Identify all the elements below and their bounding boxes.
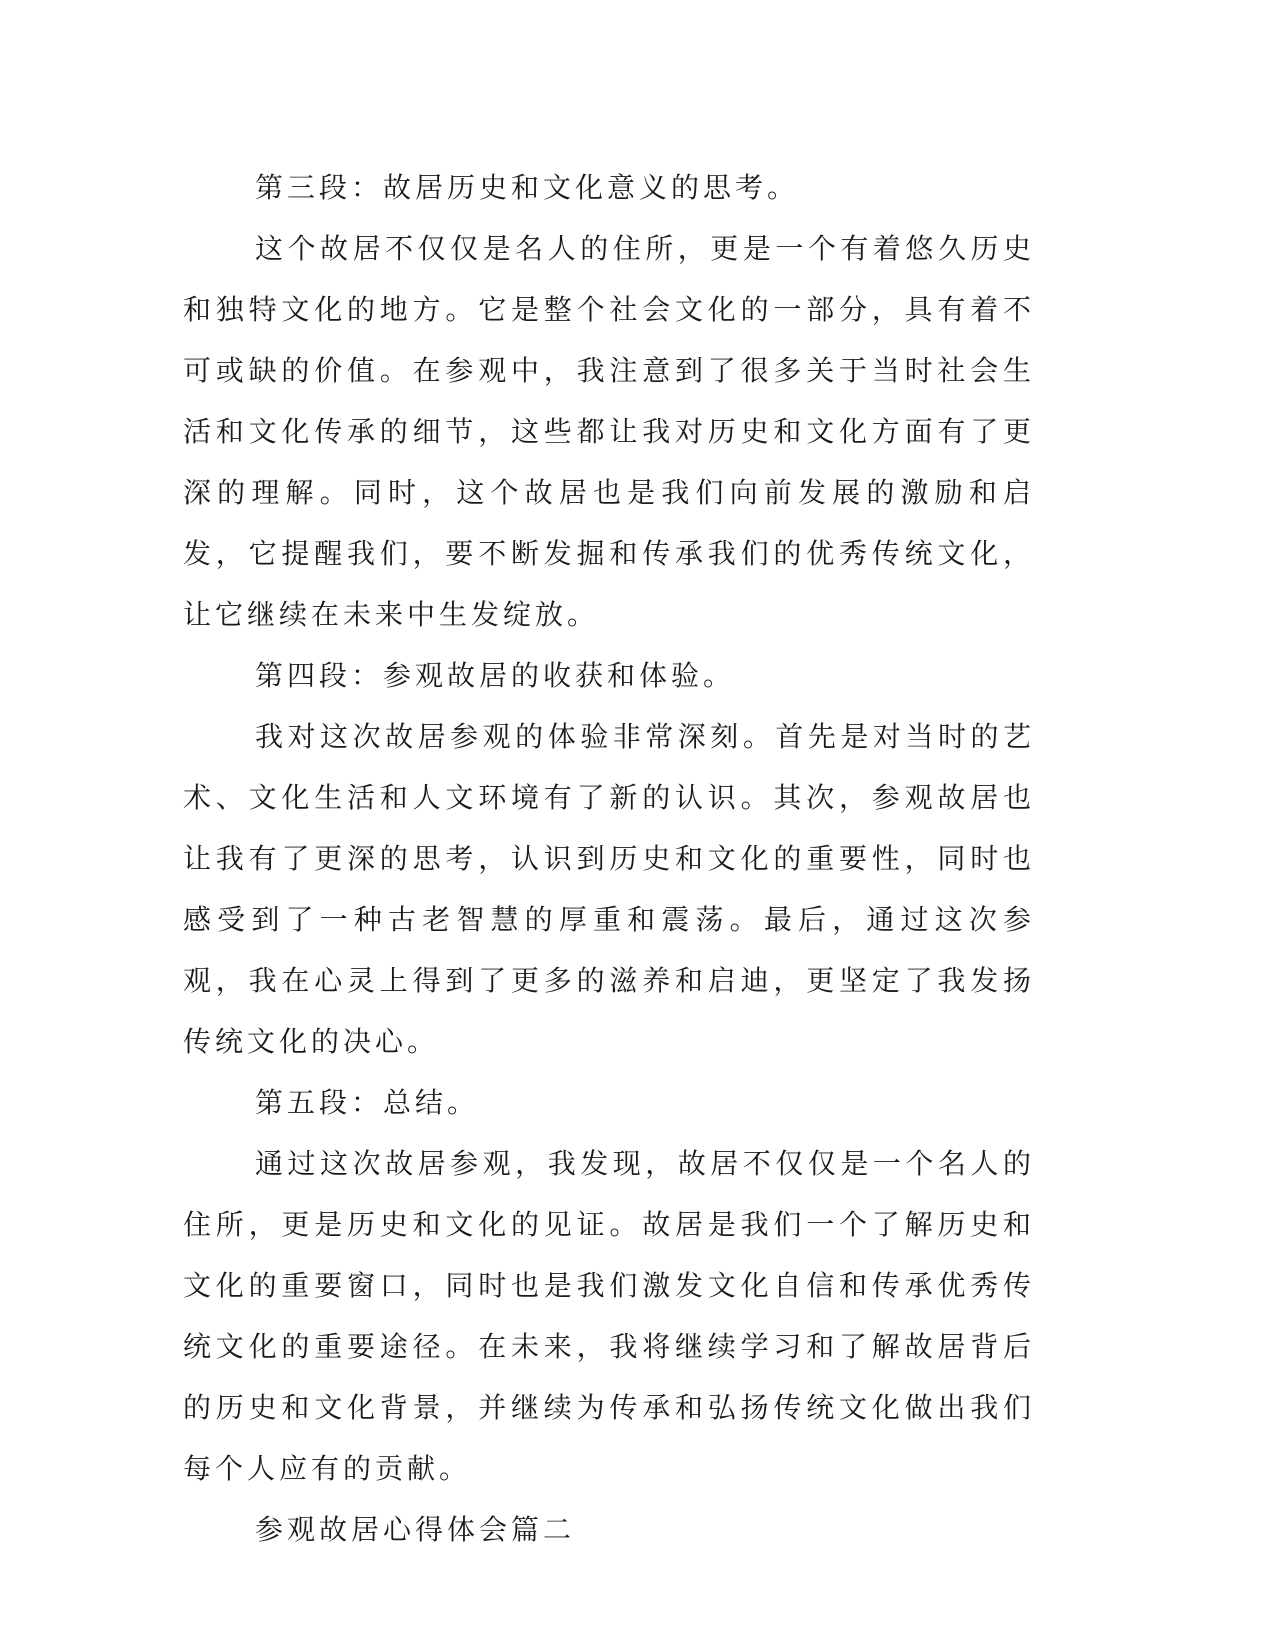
section-heading-3: 第三段：故居历史和文化意义的思考。 [255,171,800,204]
document-body [183,157,1035,1560]
section-heading-5: 第五段：总结。 [255,1086,480,1119]
paragraph-3: 这个故居不仅仅是名人的住所，更是一个有着悠久历史和独特文化的地方。它是整个社会文化的一部分，具有着不可或缺的价值。在参观中，我注意到了很多关于当时社会生活和文化传承的细节，这些都让我对历史和文化方面有了更深的理解。同时，这个故居也是我们向前发展的激励和启发，它提醒我们，要不断发掘和传承我们的优秀传统文化，让它继续在未来中生发绽放。 [183,232,1035,631]
article-title-part-2: 参观故居心得体会篇二 [255,1513,576,1546]
paragraph-4: 我对这次故居参观的体验非常深刻。首先是对当时的艺术、文化生活和人文环境有了新的认识。其次，参观故居也让我有了更深的思考，认识到历史和文化的重要性，同时也感受到了一种古老智慧的厚重和震荡。最后，通过这次参观，我在心灵上得到了更多的滋养和启迪，更坚定了我发扬传统文化的决心。 [183,720,1035,1058]
paragraph-5: 通过这次故居参观，我发现，故居不仅仅是一个名人的住所，更是历史和文化的见证。故居是我们一个了解历史和文化的重要窗口，同时也是我们激发文化自信和传承优秀传统文化的重要途径。在未来，我将继续学习和了解故居背后的历史和文化背景，并继续为传承和弘扬传统文化做出我们每个人应有的贡献。 [183,1147,1035,1485]
section-heading-4: 第四段：参观故居的收获和体验。 [255,659,736,692]
